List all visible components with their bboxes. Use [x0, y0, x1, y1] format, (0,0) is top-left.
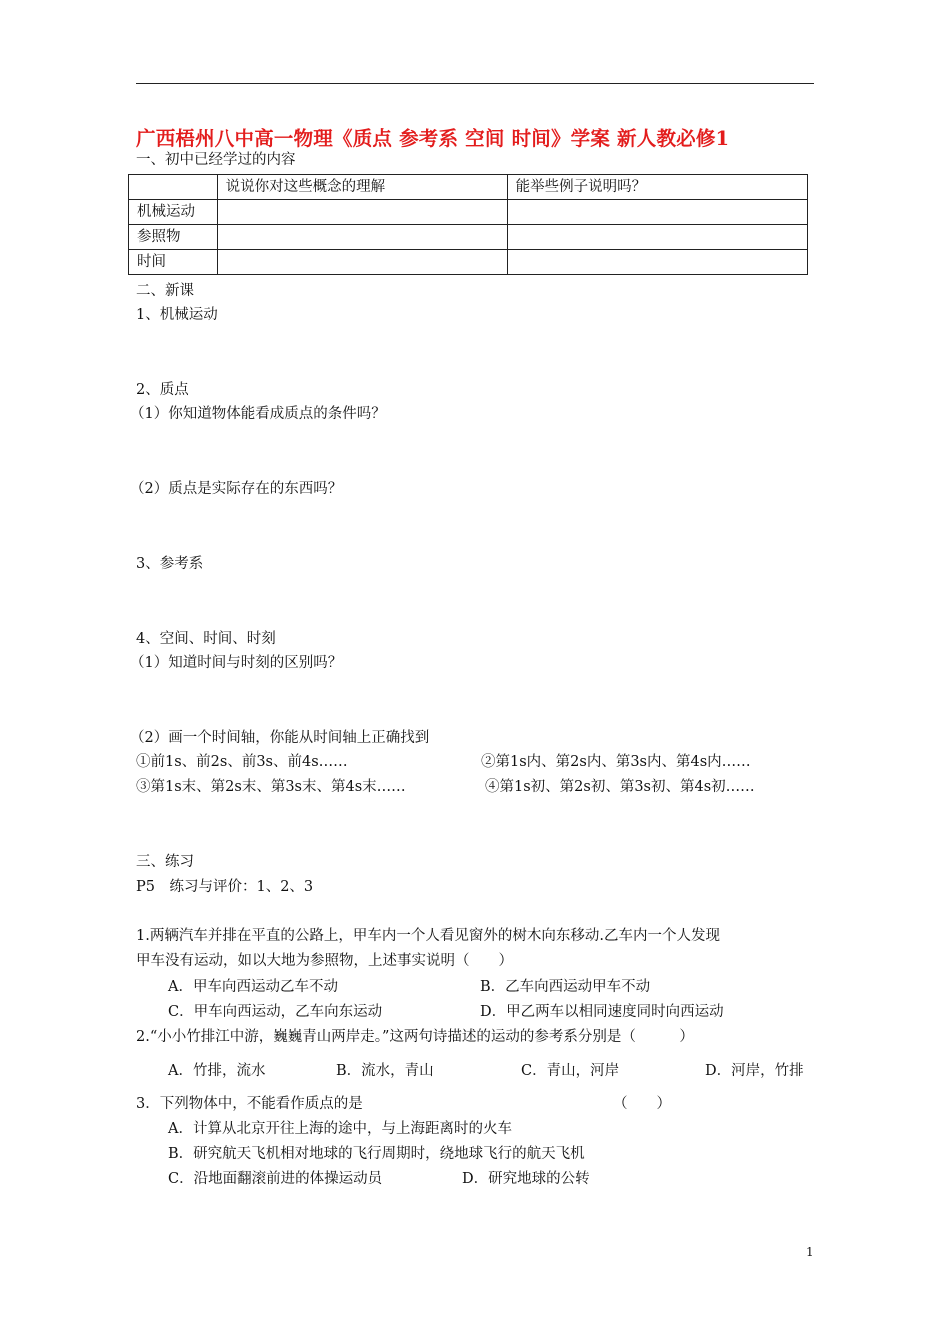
item-particle: 2、质点 [136, 382, 189, 398]
table-header-cell: 能举些例子说明吗？ [507, 175, 807, 200]
item-mechanical-motion: 1、机械运动 [136, 307, 218, 323]
recap-table [128, 174, 808, 275]
question-1-option-d: D．甲乙两车以相同速度同时向西运动 [480, 1004, 724, 1020]
item-reference-frame: 3、参考系 [136, 556, 204, 572]
page-number: 1 [806, 1245, 814, 1259]
question-2-option-d: D．河岸，竹排 [705, 1063, 804, 1079]
section3-heading: 三、练习 [136, 854, 194, 870]
particle-question-2: （2）质点是实际存在的东西吗？ [130, 481, 343, 497]
table-header-cell: 说说你对这些概念的理解 [217, 175, 507, 200]
table-cell: 机械运动 [129, 200, 218, 225]
question-2-option-b: B．流水，青山 [336, 1063, 434, 1079]
question-3-option-d: D．研究地球的公转 [462, 1171, 590, 1187]
table-cell: 参照物 [129, 225, 218, 250]
question-1-line-1: 1.两辆汽车并排在平直的公路上，甲车内一个人看见窗外的树木向东移动.乙车内一个人发现 [136, 928, 720, 944]
table-cell [507, 250, 807, 275]
timeline-option-3: ③第1s末、第2s末、第3s末、第4s末…… [136, 779, 406, 795]
table-header-row [129, 175, 808, 200]
question-1-option-c: C．甲车向西运动，乙车向东运动 [168, 1004, 383, 1020]
document-title: 广西梧州八中高一物理《质点 参考系 空间 时间》学案 新人教必修1 [136, 127, 730, 150]
question-1-option-a: A．甲车向西运动乙车不动 [168, 979, 338, 995]
question-3-option-a: A．计算从北京开往上海的途中，与上海距离时的火车 [168, 1121, 512, 1137]
table-row [129, 250, 808, 275]
table-cell [507, 200, 807, 225]
timeline-option-1: ①前1s、前2s、前3s、前4s…… [136, 754, 348, 770]
table-row [129, 225, 808, 250]
table-row [129, 200, 808, 225]
question-3-answer-paren: （ ） [613, 1096, 671, 1112]
item-space-time: 4、空间、时间、时刻 [136, 631, 276, 647]
question-1-line-2: 甲车没有运动，如以大地为参照物，上述事实说明（ ） [136, 953, 513, 969]
table-cell [507, 225, 807, 250]
table-cell [217, 200, 507, 225]
question-3: 3．下列物体中，不能看作质点的是 [136, 1096, 363, 1112]
question-3-option-c: C．沿地面翻滚前进的体操运动员 [168, 1171, 383, 1187]
time-question-1: （1）知道时间与时刻的区别吗？ [130, 655, 343, 671]
table-cell: 时间 [129, 250, 218, 275]
question-3-option-b: B．研究航天飞机相对地球的飞行周期时，绕地球飞行的航天飞机 [168, 1146, 585, 1162]
timeline-option-2: ②第1s内、第2s内、第3s内、第4s内…… [481, 754, 751, 770]
particle-question-1: （1）你知道物体能看成质点的条件吗？ [130, 406, 386, 422]
section1-heading: 一、初中已经学过的内容 [136, 152, 296, 168]
table-cell [217, 225, 507, 250]
table-header-cell [129, 175, 218, 200]
header-rule [136, 83, 814, 84]
table-cell [217, 250, 507, 275]
section2-heading: 二、新课 [136, 283, 194, 299]
question-2-option-c: C．青山，河岸 [521, 1063, 620, 1079]
question-2-option-a: A．竹排，流水 [168, 1063, 266, 1079]
question-2: 2.“小小竹排江中游，巍巍青山两岸走。”这两句诗描述的运动的参考系分别是（ ） [136, 1029, 694, 1045]
exercise-reference: P5 练习与评价：1、2、3 [136, 879, 314, 895]
time-question-2: （2）画一个时间轴，你能从时间轴上正确找到 [130, 730, 430, 746]
question-1-option-b: B．乙车向西运动甲车不动 [480, 979, 651, 995]
timeline-option-4: ④第1s初、第2s初、第3s初、第4s初…… [485, 779, 755, 795]
